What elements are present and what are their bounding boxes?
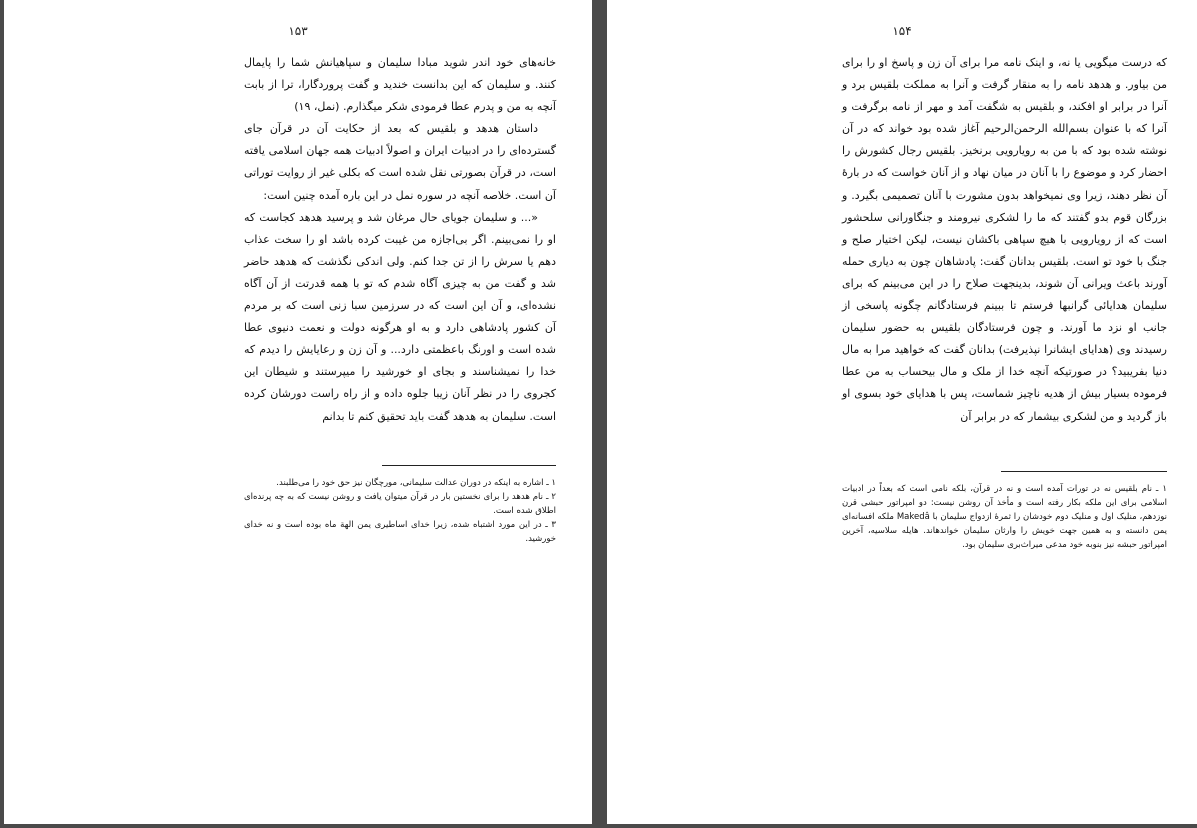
left-page	[4, 0, 592, 824]
footnote: ۱ ـ نام بلقیس نه در تورات آمده است و نه در قرآن، بلکه نامی است که بعداً در ادبیات اسلامی برای این ملکه بکار رفته است و مأخذ آن روشن نیست: دو امپراتور حبشی قرن نوزدهم، منلیک اول و منلیک دوم خودشان را ثمرهٔ ازدواج سلیمان با Makedâ ملکه افسانه‌ای یمن دانسته و به همین جهت خویش را وارثان سلیمان خواندهاند. هایله سلاسیه، آخرین امپراتور حبشه نیز بنوبه خود مدعی میراث‌بری سلیمان بود.	[842, 484, 1168, 550]
page-body	[842, 52, 1167, 428]
footnote-divider	[382, 465, 556, 466]
footnote: ۲ ـ نام هدهد را برای نخستین بار در قرآن میتوان یافت و روشن نیست که به چه پرنده‌ای اطلاق شده است.	[244, 492, 556, 516]
paragraph: «... و سلیمان جویای حال مرغان شد و پرسید هدهد کجاست که او را نمی‌بینم. اگر بی‌اجازه من غیبت کرده باشد او را سخت عذاب دهم یا سرش را از تن جدا کنم. ولی اندکی نگذشت که هدهد حاضر شد و گفت من به چیزی آگاه شدم که تو با همه قدرتت از آن آگاه نشده‌ای، و آن این است که در سرزمین سبا زنی است که بر مردم آن کشور پادشاهی دارد و به او هرگونه دولت و نعمت دنیوی عطا شده است و اورنگ باعظمتی دارد... و آن زن و رعایایش را دیدم که خدا را نمیشناسند و بجای او خورشید را میپرستند و شیطان این کجروی را در نظر آنان زیبا جلوه داده و از راه راست دورشان کرده است. سلیمان به هدهد گفت باید تحقیق کنم تا بدانم	[244, 210, 556, 423]
footnote: ۳ ـ در این مورد اشتباه شده، زیرا خدای اساطیری یمن الهة ماه بوده است و نه خدای خورشید.	[244, 520, 556, 544]
page-number: ۱۵۴	[892, 24, 912, 38]
footnote-divider	[1001, 471, 1167, 472]
page-body	[244, 52, 556, 428]
right-page	[607, 0, 1197, 824]
paragraph: خانه‌های خود اندر شوید مبادا سلیمان و سپاهیانش شما را پایمال کنند. و سلیمان که این بدانست خندید و گفت پروردگارا، ترا از بابت آنچه به من و پدرم عطا فرمودی شکر میگذارم. (نمل، ۱۹)	[244, 56, 556, 114]
paragraph: که درست میگویی یا نه، و اینک نامه مرا برای آن زن و پاسخ او را برای من بیاور. و هدهد نامه را به منقار گرفت و آنرا به مملکت بلقیس برد و آنرا در برابر او افکند، و بلقیس به شگفت آمد و مهر از نامه برگرفت و آنرا که با عنوان بسم‌الله الرحمن‌الرحیم آغاز شده بود خواند که در آن نوشته شده بود که با من به رویارویی برنخیز. بلقیس رجال کشورش را احضار کرد و موضوع را با آنان در میان نهاد و از آنان خواست که در بارهٔ آن نظر دهند، زیرا وی نمیخواهد بدون مشورت با آنان تصمیمی بگیرد. و بزرگان قوم بدو گفتند که ما را لشکری نیرومند و جنگاورانی سلحشور است که از رویارویی با هیچ سپاهی باکشان نیست، لیکن اختیار صلح و جنگ با خود تو است. بلقیس بدانان گفت: پادشاهان چون به دیاری حمله آورند باعث ویرانی آن شوند، بدینجهت صلاح را در این می‌بینم که برای سلیمان هدایائی گرانبها فرستم تا ببینم فرستادگانم چگونه پاسخی از جانب او نزد ما آورند. و چون فرستادگان بلقیس به حضور سلیمان رسیدند وی (هدایای ایشانرا نپذیرفت) بدانان گفت که خواهید مرا به مال دنیا بفریبید؟ در صورتیکه آنچه خدا از ملک و مال بیحساب به من عطا فرموده بسیار بیش از هدیه ناچیز شماست، پس با هدایای خود بسوی او باز گردید و من لشکری بیشمار که در برابر آن	[842, 56, 1167, 423]
paragraph: داستان هدهد و بلقیس که بعد از حکایت آن در قرآن جای گسترده‌ای را در ادبیات ایران و اصولاً ادبیات همه جهان اسلامی یافته است، در قرآن بصورتی نقل شده است که بکلی غیر از روایت توراتی آن است. خلاصه آنچه در سوره نمل در این باره آمده چنین است:	[244, 122, 556, 202]
footnotes	[244, 476, 556, 546]
footnotes	[842, 482, 1167, 552]
page-number: ۱۵۳	[288, 24, 308, 38]
footnote: ۱ ـ اشاره به اینکه در دوران عدالت سلیمانی، مورچگان نیز حق خود را می‌طلبند.	[276, 478, 556, 488]
